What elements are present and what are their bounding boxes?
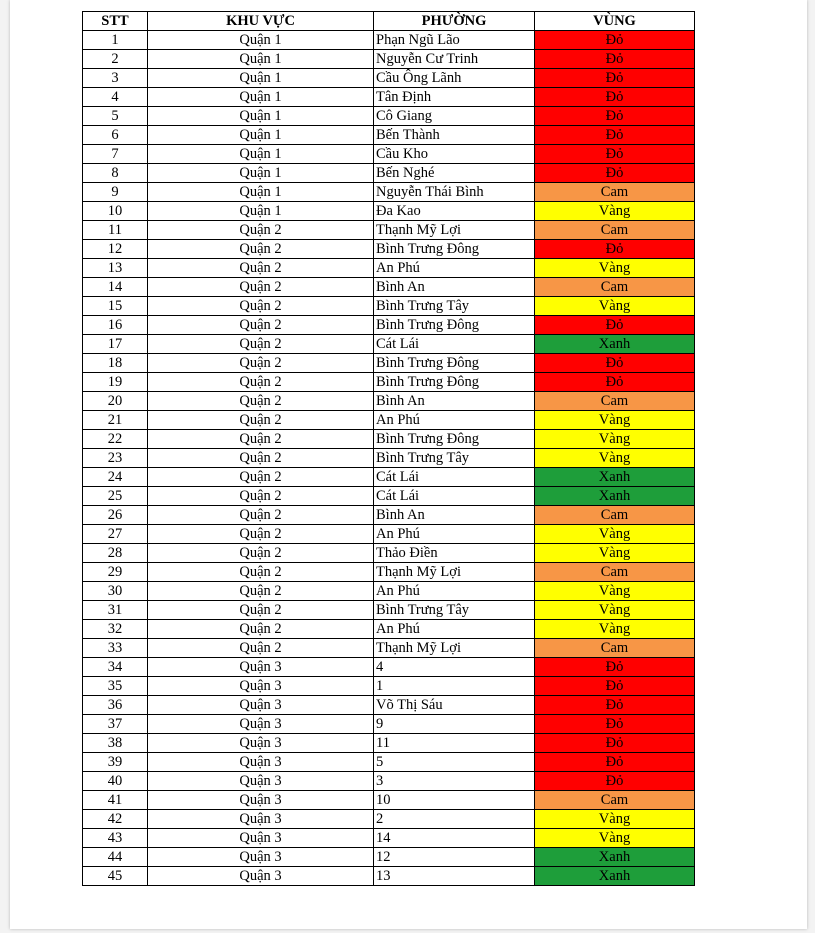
ward-cell: Bình Trưng Đông bbox=[374, 316, 535, 335]
table-body bbox=[83, 31, 695, 886]
document-page bbox=[10, 0, 807, 929]
zone-cell: Đỏ bbox=[535, 373, 695, 392]
stt-cell: 44 bbox=[83, 848, 148, 867]
table-row bbox=[83, 658, 695, 677]
table-row bbox=[83, 639, 695, 658]
stt-cell: 8 bbox=[83, 164, 148, 183]
stt-cell: 9 bbox=[83, 183, 148, 202]
area-cell: Quận 2 bbox=[148, 354, 374, 373]
area-cell: Quận 1 bbox=[148, 202, 374, 221]
area-cell: Quận 2 bbox=[148, 316, 374, 335]
table-row bbox=[83, 202, 695, 221]
zone-cell: Vàng bbox=[535, 829, 695, 848]
table-row bbox=[83, 392, 695, 411]
zone-cell: Vàng bbox=[535, 810, 695, 829]
table-row bbox=[83, 335, 695, 354]
stt-cell: 32 bbox=[83, 620, 148, 639]
table-row bbox=[83, 772, 695, 791]
zone-cell: Đỏ bbox=[535, 354, 695, 373]
ward-cell: 10 bbox=[374, 791, 535, 810]
table-row bbox=[83, 810, 695, 829]
stt-cell: 28 bbox=[83, 544, 148, 563]
zone-cell: Đỏ bbox=[535, 50, 695, 69]
table-row bbox=[83, 715, 695, 734]
table-row bbox=[83, 259, 695, 278]
table-row bbox=[83, 829, 695, 848]
ward-cell: 3 bbox=[374, 772, 535, 791]
area-cell: Quận 3 bbox=[148, 772, 374, 791]
zone-cell: Xanh bbox=[535, 848, 695, 867]
ward-cell: 9 bbox=[374, 715, 535, 734]
table-row bbox=[83, 297, 695, 316]
table-row bbox=[83, 373, 695, 392]
area-cell: Quận 2 bbox=[148, 487, 374, 506]
stt-cell: 3 bbox=[83, 69, 148, 88]
ward-cell: 11 bbox=[374, 734, 535, 753]
stt-cell: 38 bbox=[83, 734, 148, 753]
ward-cell: Tân Định bbox=[374, 88, 535, 107]
area-cell: Quận 2 bbox=[148, 297, 374, 316]
area-cell: Quận 3 bbox=[148, 829, 374, 848]
area-cell: Quận 2 bbox=[148, 335, 374, 354]
ward-cell: Thảo Điền bbox=[374, 544, 535, 563]
ward-cell: 1 bbox=[374, 677, 535, 696]
zone-cell: Đỏ bbox=[535, 240, 695, 259]
ward-cell: An Phú bbox=[374, 620, 535, 639]
zone-cell: Đỏ bbox=[535, 31, 695, 50]
ward-cell: 5 bbox=[374, 753, 535, 772]
area-cell: Quận 2 bbox=[148, 411, 374, 430]
zone-cell: Cam bbox=[535, 639, 695, 658]
area-cell: Quận 2 bbox=[148, 468, 374, 487]
ward-cell: Bình An bbox=[374, 392, 535, 411]
zone-cell: Vàng bbox=[535, 411, 695, 430]
zone-cell: Cam bbox=[535, 183, 695, 202]
table-row bbox=[83, 563, 695, 582]
area-cell: Quận 2 bbox=[148, 430, 374, 449]
ward-cell: 4 bbox=[374, 658, 535, 677]
stt-cell: 34 bbox=[83, 658, 148, 677]
area-cell: Quận 2 bbox=[148, 544, 374, 563]
ward-cell: Bình Trưng Đông bbox=[374, 373, 535, 392]
ward-cell: Bình An bbox=[374, 278, 535, 297]
area-cell: Quận 3 bbox=[148, 658, 374, 677]
table-row bbox=[83, 601, 695, 620]
table-row bbox=[83, 848, 695, 867]
zone-cell: Đỏ bbox=[535, 107, 695, 126]
stt-cell: 10 bbox=[83, 202, 148, 221]
stt-cell: 43 bbox=[83, 829, 148, 848]
zone-cell: Cam bbox=[535, 278, 695, 297]
zone-cell: Đỏ bbox=[535, 658, 695, 677]
stt-cell: 27 bbox=[83, 525, 148, 544]
stt-cell: 5 bbox=[83, 107, 148, 126]
stt-cell: 36 bbox=[83, 696, 148, 715]
table-row bbox=[83, 791, 695, 810]
ward-cell: Thạnh Mỹ Lợi bbox=[374, 563, 535, 582]
zone-cell: Đỏ bbox=[535, 69, 695, 88]
zone-cell: Đỏ bbox=[535, 88, 695, 107]
area-cell: Quận 2 bbox=[148, 563, 374, 582]
table-row bbox=[83, 278, 695, 297]
stt-cell: 17 bbox=[83, 335, 148, 354]
stt-cell: 7 bbox=[83, 145, 148, 164]
stt-cell: 22 bbox=[83, 430, 148, 449]
table-row bbox=[83, 867, 695, 886]
table-row bbox=[83, 107, 695, 126]
area-cell: Quận 1 bbox=[148, 107, 374, 126]
stt-cell: 23 bbox=[83, 449, 148, 468]
area-cell: Quận 3 bbox=[148, 791, 374, 810]
stt-cell: 35 bbox=[83, 677, 148, 696]
zone-table bbox=[82, 11, 695, 886]
table-row bbox=[83, 411, 695, 430]
stt-cell: 24 bbox=[83, 468, 148, 487]
area-cell: Quận 2 bbox=[148, 392, 374, 411]
ward-cell: An Phú bbox=[374, 582, 535, 601]
ward-cell: Nguyễn Cư Trinh bbox=[374, 50, 535, 69]
area-cell: Quận 1 bbox=[148, 164, 374, 183]
zone-cell: Đỏ bbox=[535, 753, 695, 772]
zone-cell: Đỏ bbox=[535, 696, 695, 715]
ward-cell: Bình An bbox=[374, 506, 535, 525]
stt-cell: 41 bbox=[83, 791, 148, 810]
zone-cell: Vàng bbox=[535, 297, 695, 316]
zone-cell: Cam bbox=[535, 221, 695, 240]
header-ward: PHƯỜNG bbox=[374, 12, 535, 31]
stt-cell: 18 bbox=[83, 354, 148, 373]
area-cell: Quận 2 bbox=[148, 525, 374, 544]
zone-cell: Đỏ bbox=[535, 145, 695, 164]
area-cell: Quận 2 bbox=[148, 278, 374, 297]
header-stt: STT bbox=[83, 12, 148, 31]
zone-cell: Vàng bbox=[535, 525, 695, 544]
zone-cell: Vàng bbox=[535, 259, 695, 278]
zone-cell: Vàng bbox=[535, 430, 695, 449]
table-row bbox=[83, 506, 695, 525]
stt-cell: 15 bbox=[83, 297, 148, 316]
table-header-row bbox=[83, 12, 695, 31]
ward-cell: Bình Trưng Đông bbox=[374, 240, 535, 259]
table-row bbox=[83, 221, 695, 240]
area-cell: Quận 3 bbox=[148, 696, 374, 715]
table-row bbox=[83, 50, 695, 69]
zone-cell: Vàng bbox=[535, 544, 695, 563]
table-row bbox=[83, 468, 695, 487]
area-cell: Quận 2 bbox=[148, 620, 374, 639]
table-row bbox=[83, 487, 695, 506]
table-row bbox=[83, 69, 695, 88]
area-cell: Quận 1 bbox=[148, 145, 374, 164]
stt-cell: 16 bbox=[83, 316, 148, 335]
stt-cell: 30 bbox=[83, 582, 148, 601]
stt-cell: 13 bbox=[83, 259, 148, 278]
area-cell: Quận 2 bbox=[148, 449, 374, 468]
ward-cell: 14 bbox=[374, 829, 535, 848]
zone-cell: Cam bbox=[535, 392, 695, 411]
stt-cell: 1 bbox=[83, 31, 148, 50]
area-cell: Quận 3 bbox=[148, 677, 374, 696]
stt-cell: 14 bbox=[83, 278, 148, 297]
table-row bbox=[83, 582, 695, 601]
ward-cell: Cát Lái bbox=[374, 335, 535, 354]
table-row bbox=[83, 145, 695, 164]
stt-cell: 31 bbox=[83, 601, 148, 620]
area-cell: Quận 2 bbox=[148, 240, 374, 259]
area-cell: Quận 2 bbox=[148, 506, 374, 525]
ward-cell: Bình Trưng Tây bbox=[374, 601, 535, 620]
table-row bbox=[83, 544, 695, 563]
table-row bbox=[83, 240, 695, 259]
area-cell: Quận 2 bbox=[148, 373, 374, 392]
ward-cell: Nguyễn Thái Bình bbox=[374, 183, 535, 202]
ward-cell: An Phú bbox=[374, 411, 535, 430]
area-cell: Quận 1 bbox=[148, 88, 374, 107]
table-row bbox=[83, 430, 695, 449]
stt-cell: 45 bbox=[83, 867, 148, 886]
table-row bbox=[83, 354, 695, 373]
ward-cell: Cầu Kho bbox=[374, 145, 535, 164]
stt-cell: 20 bbox=[83, 392, 148, 411]
ward-cell: Bình Trưng Đông bbox=[374, 354, 535, 373]
zone-cell: Đỏ bbox=[535, 126, 695, 145]
zone-cell: Xanh bbox=[535, 487, 695, 506]
table-row bbox=[83, 449, 695, 468]
zone-cell: Đỏ bbox=[535, 715, 695, 734]
ward-cell: An Phú bbox=[374, 525, 535, 544]
table-row bbox=[83, 525, 695, 544]
ward-cell: Cát Lái bbox=[374, 468, 535, 487]
ward-cell: Võ Thị Sáu bbox=[374, 696, 535, 715]
zone-cell: Đỏ bbox=[535, 677, 695, 696]
table-row bbox=[83, 164, 695, 183]
stt-cell: 29 bbox=[83, 563, 148, 582]
zone-cell: Xanh bbox=[535, 867, 695, 886]
stt-cell: 21 bbox=[83, 411, 148, 430]
table-row bbox=[83, 677, 695, 696]
area-cell: Quận 1 bbox=[148, 126, 374, 145]
table-row bbox=[83, 316, 695, 335]
area-cell: Quận 2 bbox=[148, 639, 374, 658]
area-cell: Quận 3 bbox=[148, 753, 374, 772]
stt-cell: 33 bbox=[83, 639, 148, 658]
stt-cell: 4 bbox=[83, 88, 148, 107]
area-cell: Quận 1 bbox=[148, 31, 374, 50]
stt-cell: 2 bbox=[83, 50, 148, 69]
ward-cell: Cô Giang bbox=[374, 107, 535, 126]
table-row bbox=[83, 734, 695, 753]
table-row bbox=[83, 31, 695, 50]
ward-cell: Thạnh Mỹ Lợi bbox=[374, 221, 535, 240]
area-cell: Quận 2 bbox=[148, 259, 374, 278]
area-cell: Quận 3 bbox=[148, 867, 374, 886]
area-cell: Quận 2 bbox=[148, 221, 374, 240]
stt-cell: 39 bbox=[83, 753, 148, 772]
table-row bbox=[83, 126, 695, 145]
stt-cell: 26 bbox=[83, 506, 148, 525]
table-row bbox=[83, 753, 695, 772]
area-cell: Quận 1 bbox=[148, 50, 374, 69]
zone-cell: Đỏ bbox=[535, 164, 695, 183]
zone-cell: Vàng bbox=[535, 620, 695, 639]
zone-cell: Vàng bbox=[535, 202, 695, 221]
zone-cell: Đỏ bbox=[535, 316, 695, 335]
area-cell: Quận 3 bbox=[148, 810, 374, 829]
stt-cell: 6 bbox=[83, 126, 148, 145]
stt-cell: 11 bbox=[83, 221, 148, 240]
ward-cell: 12 bbox=[374, 848, 535, 867]
ward-cell: Phạn Ngũ Lão bbox=[374, 31, 535, 50]
zone-cell: Cam bbox=[535, 563, 695, 582]
area-cell: Quận 1 bbox=[148, 69, 374, 88]
stt-cell: 12 bbox=[83, 240, 148, 259]
zone-cell: Vàng bbox=[535, 449, 695, 468]
ward-cell: Thạnh Mỹ Lợi bbox=[374, 639, 535, 658]
zone-cell: Vàng bbox=[535, 601, 695, 620]
ward-cell: Bình Trưng Tây bbox=[374, 297, 535, 316]
header-area: KHU VỰC bbox=[148, 12, 374, 31]
ward-cell: An Phú bbox=[374, 259, 535, 278]
table-row bbox=[83, 183, 695, 202]
area-cell: Quận 2 bbox=[148, 601, 374, 620]
stt-cell: 42 bbox=[83, 810, 148, 829]
stt-cell: 40 bbox=[83, 772, 148, 791]
area-cell: Quận 3 bbox=[148, 734, 374, 753]
area-cell: Quận 3 bbox=[148, 715, 374, 734]
zone-cell: Xanh bbox=[535, 335, 695, 354]
zone-cell: Đỏ bbox=[535, 772, 695, 791]
ward-cell: Bình Trưng Đông bbox=[374, 430, 535, 449]
ward-cell: Cầu Ông Lãnh bbox=[374, 69, 535, 88]
ward-cell: 2 bbox=[374, 810, 535, 829]
area-cell: Quận 1 bbox=[148, 183, 374, 202]
zone-cell: Cam bbox=[535, 506, 695, 525]
zone-cell: Vàng bbox=[535, 582, 695, 601]
ward-cell: Bến Thành bbox=[374, 126, 535, 145]
table-row bbox=[83, 620, 695, 639]
ward-cell: Đa Kao bbox=[374, 202, 535, 221]
area-cell: Quận 3 bbox=[148, 848, 374, 867]
zone-cell: Xanh bbox=[535, 468, 695, 487]
table-row bbox=[83, 696, 695, 715]
ward-cell: 13 bbox=[374, 867, 535, 886]
stt-cell: 37 bbox=[83, 715, 148, 734]
area-cell: Quận 2 bbox=[148, 582, 374, 601]
ward-cell: Bến Nghé bbox=[374, 164, 535, 183]
ward-cell: Bình Trưng Tây bbox=[374, 449, 535, 468]
header-zone: VÙNG bbox=[535, 12, 695, 31]
zone-cell: Đỏ bbox=[535, 734, 695, 753]
stt-cell: 19 bbox=[83, 373, 148, 392]
ward-cell: Cát Lái bbox=[374, 487, 535, 506]
table-row bbox=[83, 88, 695, 107]
zone-cell: Cam bbox=[535, 791, 695, 810]
stt-cell: 25 bbox=[83, 487, 148, 506]
